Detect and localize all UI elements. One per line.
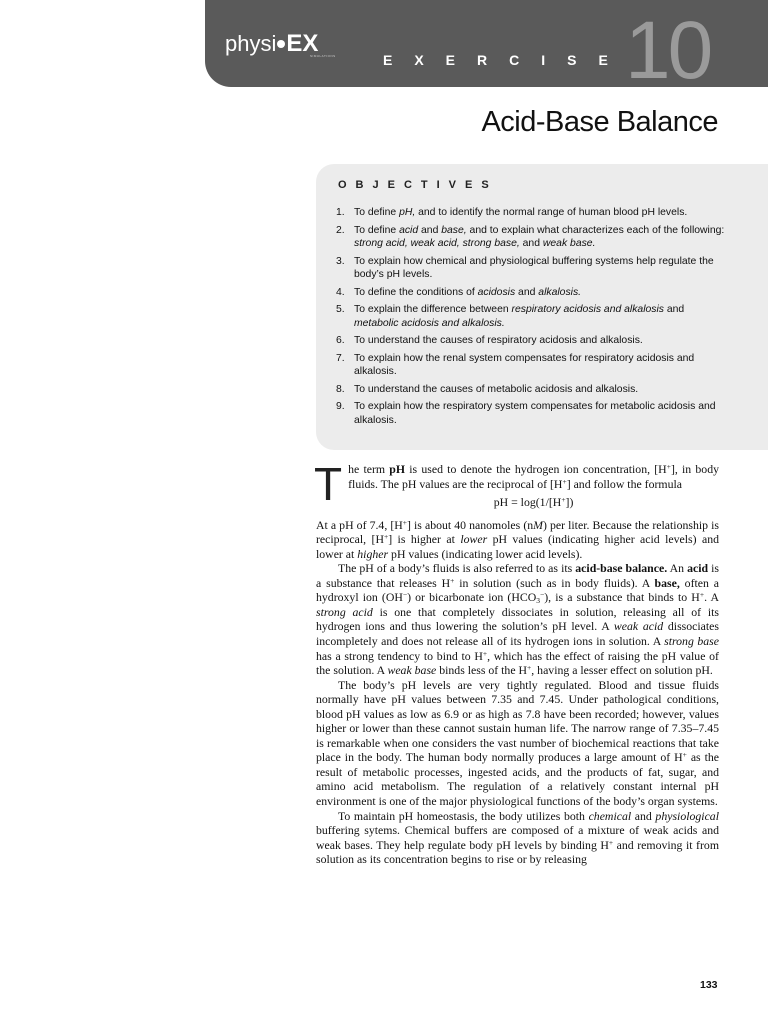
text-segment: has a strong tendency to bind to H [316,648,483,663]
text-segment: ), is a substance that binds to H [544,590,700,605]
text-segment: To define [354,224,400,236]
text-segment: lower [460,532,488,547]
text-segment: To understand the causes of respiratory acidosis and alkalosis. [354,335,643,346]
text-segment: + [666,462,671,471]
objective-number: 4. [336,286,345,298]
exercise-label: EXERCISE [383,52,630,68]
text-segment: weak base [387,663,437,678]
body-text [314,458,720,867]
text-segment: − [402,590,408,600]
text-segment: acid [687,561,709,576]
text-segment: + [402,517,408,527]
body-paragraph [316,518,719,562]
objective-number: 2. [336,224,345,236]
text-segment: To maintain pH homeostasis, the body utilizes both [338,808,589,823]
text-segment: pH values (indicating higher acid levels) and lower at [316,532,719,561]
text-segment: he term [348,462,390,476]
body-paragraph [316,678,719,809]
objective-item [336,334,726,348]
text-segment: ] and follow the formula [566,476,683,491]
body-paragraph [316,561,719,677]
text-segment: pH [389,462,406,476]
text-segment: and to explain what characterizes each of the following: [466,224,725,236]
exercise-number: 10 [625,5,711,96]
text-segment: ] is higher at [388,532,461,547]
text-segment: To explain how the respiratory system compensates for metabolic acidosis and alkalosis. [354,401,716,426]
text-segment: At a pH of 7.4, [H [316,517,403,532]
text-segment: + [608,837,614,847]
text-segment: metabolic acidosis and alkalosis. [354,317,505,329]
text-segment: pH, [399,207,416,218]
text-segment: , having a lesser effect on solution pH. [531,663,713,678]
text-segment: dissociates incompletely and does not release all of its hydrogen ions in solution. A [316,619,720,649]
objective-item [336,255,726,282]
text-segment: physiological [655,808,719,823]
text-segment: The pH of a body’s fluids is also referred to as its [338,561,576,576]
text-segment: acidosis [477,286,516,298]
objective-number: 8. [336,383,345,395]
logo-dot-icon [277,40,285,48]
physioex-logo [225,30,318,58]
text-segment: alkalosis. [538,286,582,298]
objective-number: 6. [336,335,345,346]
text-segment: is one that completely dissociates in solution, releasing all of its hydrogen ions and thus lowering the solution’s pH level. A [316,604,719,634]
objective-item [336,206,726,220]
text-segment: + [562,476,567,486]
text-segment: To understand the causes of metabolic acidosis and alkalosis. [354,383,639,395]
text-segment: + [682,750,687,760]
logo-text: physi [225,31,277,56]
text-segment: higher [357,546,389,561]
text-segment: often a hydroxyl ion (OH [316,575,720,605]
text-segment: is a substance that releases H [316,561,719,590]
text-segment: strong base [664,634,719,649]
text-segment: and removing it from solution as its concentration begins to rise or by releasing [316,837,719,867]
text-segment: and [663,304,685,315]
objective-item [336,400,726,427]
text-segment: in solution (such as in body fluids). A [454,575,655,590]
objective-item [336,224,726,251]
text-segment: respiratory acidosis and alkalosis [511,304,664,315]
text-segment: and to identify the normal range of human blood pH levels. [415,207,688,218]
text-segment: To explain the difference between [354,304,512,315]
text-segment: and [418,224,442,236]
drop-cap: T [314,458,343,510]
ph-formula [316,495,719,510]
text-segment: ] is about 40 nanomoles (n [407,517,534,532]
text-segment: strong acid, weak acid, strong base, [354,238,520,249]
text-segment: ], in body fluids. The pH values are the reciprocal of [H [348,462,720,491]
text-segment: + [450,575,455,585]
text-segment: pH = log(1/[H [493,495,562,510]
text-segment: . A [704,590,719,605]
text-segment: To define the conditions of [354,286,478,298]
text-segment: To explain how chemical and physiological buffering systems help regulate the body’s pH levels. [354,255,714,280]
objective-item [336,352,726,379]
text-segment: + [482,648,488,658]
text-segment: base, [441,224,467,236]
text-segment: + [699,590,705,600]
page-number: 133 [700,979,718,991]
objective-item [336,383,726,397]
text-segment: strong acid [316,604,373,619]
objectives-list [336,206,726,431]
text-segment: 3 [536,596,540,606]
text-segment: − [540,590,545,600]
text-segment: , which has the effect of raising the pH value of the solution. A [316,648,719,678]
text-segment: The body’s pH levels are very tightly regulated. Blood and tissue fluids normally have pH values between 7.35 and 7.45. Under pathological conditions, blood pH values as low as 6.9 or as high as 7.8 have been recorded; however, values higher or lower than these cannot sustain human life. The narrow range of 7.35–7.45 is remarkable when one considers the vast number of biochemical reactions that take place in the body. The human body normally produces a large amount of H [316,677,719,765]
text-segment: + [561,495,566,505]
body-paragraph [316,809,719,867]
text-segment: and [519,238,543,249]
logo-ex: EX [286,30,319,57]
text-segment: ) or bicarbonate ion (HCO [407,590,537,605]
text-segment: M [533,517,543,532]
exercise-header-bar [205,0,768,96]
text-segment: weak acid [613,619,664,634]
text-segment: is used to denote the hydrogen ion concentration, [H [405,462,667,476]
text-segment: buffering sytems. Chemical buffers are composed of a mixture of weak acids and weak bases. They help regulate body pH levels by binding H [316,823,719,852]
text-segment: ) per liter. Because the relationship is reciprocal, [H [316,517,719,547]
text-segment: and [631,808,656,823]
text-segment: as the result of metabolic processes, ingested acids, and the products of fat, sugar, and amino acid metabolism. The regulation of a relatively constant internal pH environment is one of the major physiological functions of the body’s organ systems. [316,750,719,809]
objective-number: 3. [336,255,345,267]
text-segment: chemical [588,808,632,823]
objectives-box [316,164,768,450]
logo-subtitle: SIMULATIONS [310,54,336,58]
text-segment: + [527,663,532,673]
text-segment: An [667,561,688,576]
objective-item [336,286,726,300]
text-segment: To explain how the renal system compensates for respiratory acidosis and alkalosis. [354,352,695,377]
objective-number: 1. [336,207,345,218]
text-segment: + [383,532,389,542]
text-segment: binds less of the H [436,663,528,678]
text-segment: and [515,286,539,298]
page-title: Acid-Base Balance [481,106,718,138]
text-segment: To define [354,207,400,218]
text-segment: acid [399,224,419,236]
text-segment: ]) [565,495,574,510]
objective-number: 9. [336,401,345,412]
text-segment: acid-base balance. [575,561,668,576]
objective-number: 5. [336,304,345,315]
text-segment: pH values (indicating lower acid levels). [388,546,583,561]
objective-item [336,303,726,330]
objective-number: 7. [336,352,345,364]
objectives-heading: OBJECTIVES [338,179,498,191]
text-segment: base, [654,575,680,590]
text-segment: weak base. [542,238,596,249]
